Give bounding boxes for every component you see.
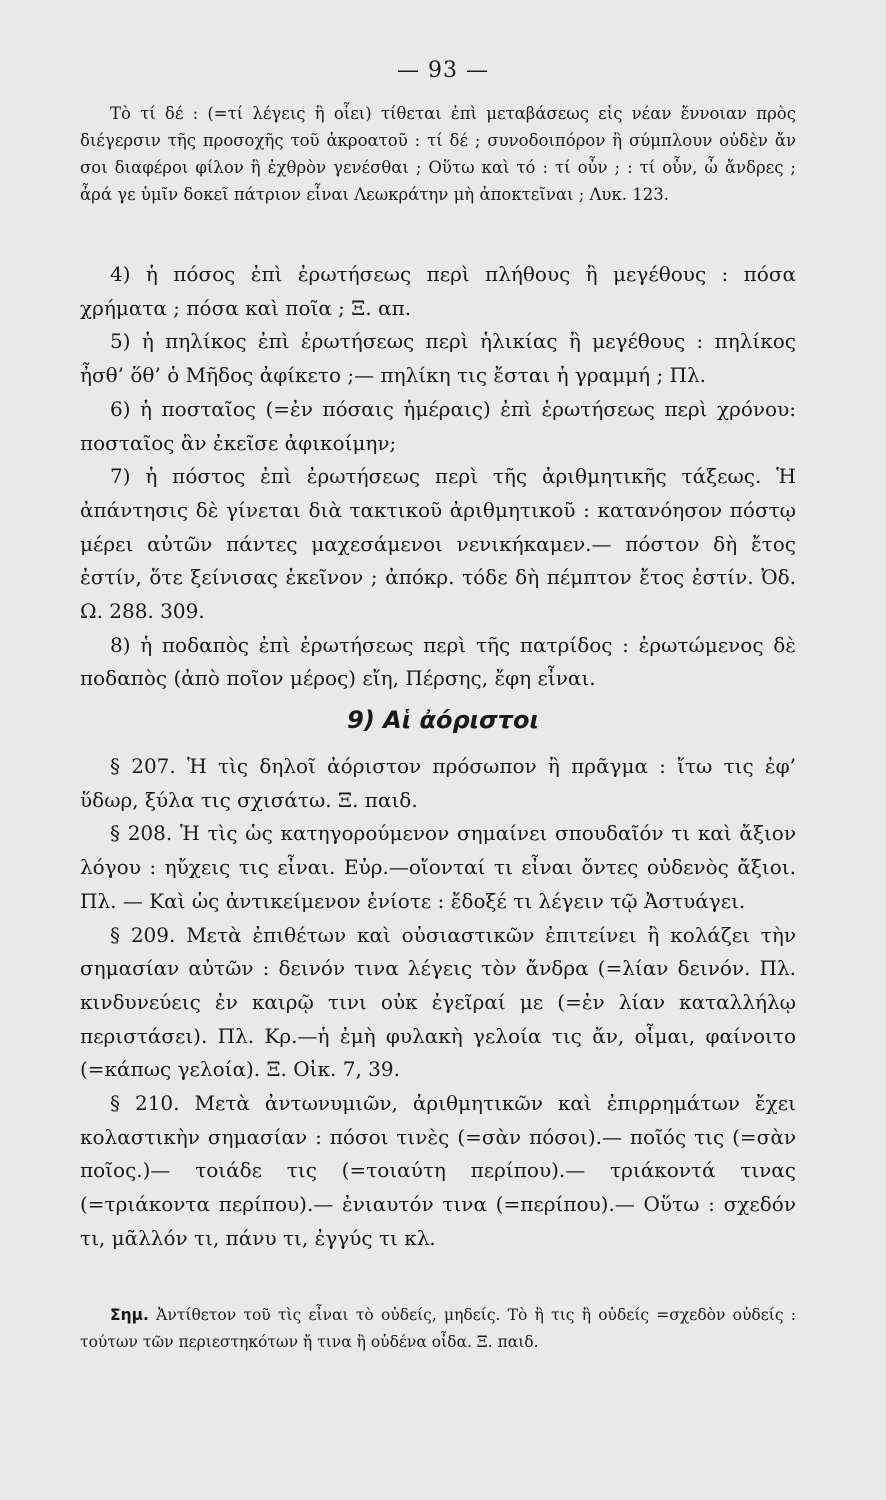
- page-number: — 93 —: [397, 58, 489, 83]
- paragraph-210: § 210. Μετὰ ἀντωνυμιῶν, ἀριθμητικῶν καὶ ἐπιρρημάτων ἔχει κολαστικὴν σημασίαν : πόσοι τινὲς (=σὰν πόσοι).— ποῖός τις (=σὰν ποῖος.)— τοιάδε τις (=τοιαύτη περίπου).— τριάκοντά τινας (=τριάκοντα περίπου).— ἐνιαυτόν τινα (=περίπου).— Οὕτω : σχεδόν τι, μᾶλλόν τι, πάνυ τι, ἐγγύς τι κλ.: [80, 1091, 796, 1250]
- note-paragraph: [80, 1302, 796, 1356]
- intro-text: Τὸ τί δέ : (=τί λέγεις ἢ οἷει) τίθεται ἐπὶ μεταβάσεως εἰς νέαν ἔννοιαν πρὸς διέγερσιν τῆς προσοχῆς τοῦ ἀκροατοῦ : τί δέ ; συνοδοιπόρον ἢ σύμπλουν οὐδὲν ἄν σοι διαφέροι φίλον ἢ ἐχθρὸν γενέσθαι ; Οὕτω καὶ τό : τί οὖν ; : τί οὖν, ὦ ἄνδρες ; ἆρά γε ὑμῖν δοκεῖ πάτριον εἶναι Λεωκράτην μὴ ἀποκτεῖναι ; Λυκ. 123.: [80, 104, 796, 204]
- footnote: [80, 1302, 796, 1356]
- section-paragraphs: [80, 750, 796, 1256]
- numbered-items: [80, 258, 796, 696]
- item-6: 6) ἡ ποσταῖος (=ἐν πόσαις ἡμέραις) ἐπὶ ἐρωτήσεως περὶ χρόνου: ποσταῖος ἂν ἐκεῖσε ἀφικοίμην;: [80, 396, 796, 455]
- note-label: Σημ.: [110, 1306, 149, 1324]
- item-8: 8) ἡ ποδαπὸς ἐπὶ ἐρωτήσεως περὶ τῆς πατρίδος : ἐρωτώμενος δὲ ποδαπὸς (ἀπὸ ποῖον μέρος) εἴη, Πέρσης, ἔφη εἶναι.: [80, 632, 796, 691]
- paragraph-207: § 207. Ἡ τὶς δηλοῖ ἀόριστον πρόσωπον ἢ πρᾶγμα : ἴτω τις ἐφ’ ὕδωρ, ξύλα τις σχισάτω. Ξ. παιδ.: [80, 754, 796, 812]
- item-7: 7) ἡ πόστος ἐπὶ ἐρωτήσεως περὶ τῆς ἀριθμητικῆς τάξεως. Ἡ ἀπάντησις δὲ γίνεται διὰ τακτικοῦ ἀριθμητικοῦ : κατανόησον πόστῳ μέρει αὐτῶν πάντες μαχεσάμενοι νενικήκαμεν.— πόστον δὴ ἔτος ἐστίν, ὅτε ξείνισας ἐκεῖνον ; ἀπόκρ. τόδε δὴ πέμπτον ἔτος ἐστίν. Ὀδ. Ω. 288. 309.: [80, 464, 796, 624]
- note-text: Ἀντίθετον τοῦ τὶς εἶναι τὸ οὐδείς, μηδείς. Τὸ ἢ τις ἢ οὐδείς =σχεδὸν οὐδείς : τούτων τῶν περιεστηκότων ἤ τινα ἢ οὐδένα οἶδα. Ξ. παιδ.: [80, 1306, 796, 1351]
- item-4: 4) ἡ πόσος ἐπὶ ἐρωτήσεως περὶ πλήθους ἢ μεγέθους : πόσα χρήματα ; πόσα καὶ ποῖα ; Ξ. απ.: [80, 262, 796, 320]
- item-5: 5) ἡ πηλίκος ἐπὶ ἐρωτήσεως περὶ ἡλικίας ἢ μεγέθους : πηλίκος ἦσθ’ ὅθ’ ὁ Μῆδος ἀφίκετο ;— πηλίκη τις ἔσται ἡ γραμμή ; Πλ.: [80, 329, 796, 388]
- section-heading: 9) Αἱ ἀόριστοι: [347, 706, 539, 734]
- paragraph-209: § 209. Μετὰ ἐπιθέτων καὶ οὐσιαστικῶν ἐπιτείνει ἢ κολάζει τὴν σημασίαν αὐτῶν : δεινόν τινα λέγεις τὸν ἄνδρα (=λίαν δεινόν. Πλ. κινδυνεύεις ἐν καιρῷ τινι οὐκ ἐγεῖραί με (=ἐν λίαν καταλλήλῳ περιστάσει). Πλ. Κρ.—ἡ ἐμὴ φυλακὴ γελοία τις ἄν, οἶμαι, φαίνοιτο (=κάπως γελοία). Ξ. Οἰκ. 7, 39.: [80, 922, 796, 1082]
- intro-paragraph: [80, 100, 796, 208]
- paragraph-208: § 208. Ἡ τὶς ὡς κατηγορούμενον σημαίνει σπουδαῖόν τι καὶ ἄξιον λόγου : ηὔχεις τις εἶναι. Εὐρ.—οἴονταί τι εἶναι ὄντες οὐδενὸς ἄξιοι. Πλ. — Καὶ ὡς ἀντικείμενον ἐνίοτε : ἔδοξέ τι λέγειν τῷ Ἀστυάγει.: [80, 821, 796, 913]
